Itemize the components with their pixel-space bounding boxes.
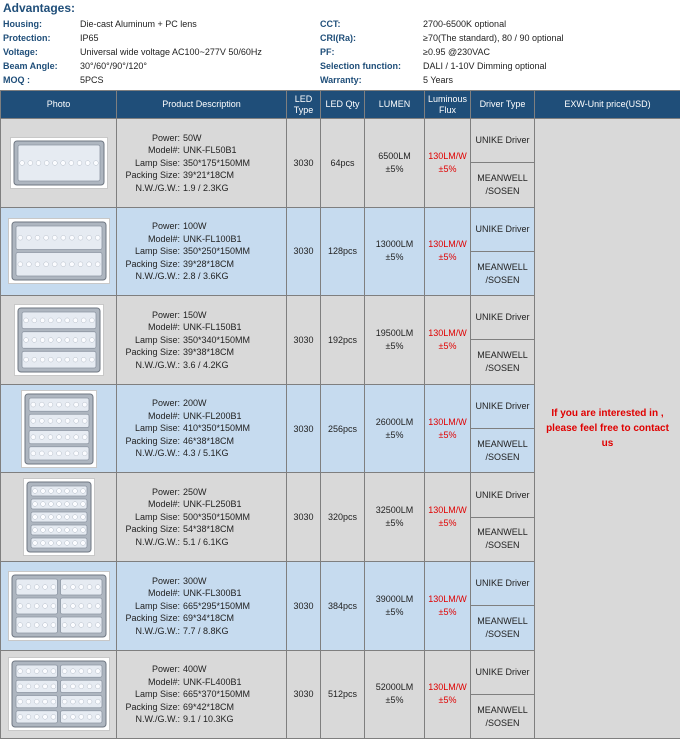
description-line [121, 410, 286, 423]
description-value: 200W [183, 397, 286, 410]
photo-cell [1, 384, 117, 473]
description-value: 39*38*18CM [183, 346, 286, 359]
lumen-cell [365, 561, 425, 650]
description-line [121, 587, 286, 600]
description-label: Model#: [121, 233, 183, 246]
price-note: If you are interested in , please feel free to contact us [535, 119, 680, 739]
spec-row [3, 31, 680, 45]
description-value: UNK-FL150B1 [183, 321, 286, 334]
spec-row [3, 59, 680, 73]
description-label: Power: [121, 132, 183, 145]
description-line [121, 169, 286, 182]
description-label: Model#: [121, 587, 183, 600]
lumen-cell [365, 207, 425, 296]
driver-cell [471, 296, 535, 385]
lumen-cell [365, 296, 425, 385]
spec-label: CCT: [320, 17, 341, 31]
lumen-tolerance: ±5% [365, 340, 424, 353]
description-value: 7.7 / 8.8KG [183, 625, 286, 638]
driver-cell [471, 473, 535, 562]
led-qty-cell: 64pcs [321, 119, 365, 208]
description-value: 500*350*150MM [183, 511, 286, 524]
spec-value: ≥70(The standard), 80 / 90 optional [423, 31, 564, 45]
description-line [121, 575, 286, 588]
flux-cell [425, 384, 471, 473]
led-type-cell: 3030 [287, 207, 321, 296]
description-value: 150W [183, 309, 286, 322]
flux-value: 130LM/W [425, 150, 470, 163]
description-label: Lamp Sise: [121, 688, 183, 701]
description-line [121, 713, 286, 726]
led-qty-cell: 320pcs [321, 473, 365, 562]
description-value: UNK-FL400B1 [183, 676, 286, 689]
description-line [121, 144, 286, 157]
driver-option: MEANWELL /SOSEN [471, 339, 534, 383]
description-value: 410*350*150MM [183, 422, 286, 435]
description-line [121, 435, 286, 448]
description-label: Power: [121, 397, 183, 410]
description-label: Power: [121, 220, 183, 233]
lumen-tolerance: ±5% [365, 517, 424, 530]
lumen-value: 19500LM [365, 327, 424, 340]
flux-cell [425, 119, 471, 208]
description-label: Lamp Sise: [121, 157, 183, 170]
flux-cell [425, 207, 471, 296]
led-type-cell: 3030 [287, 384, 321, 473]
description-cell [117, 473, 287, 562]
lumen-tolerance: ±5% [365, 251, 424, 264]
description-value: 9.1 / 10.3KG [183, 713, 286, 726]
description-value: 2.8 / 3.6KG [183, 270, 286, 283]
led-qty-cell: 384pcs [321, 561, 365, 650]
description-line [121, 600, 286, 613]
description-value: 350*250*150MM [183, 245, 286, 258]
description-label: N.W./G.W.: [121, 359, 183, 372]
header-luminous-flux: Luminous Flux [425, 91, 471, 119]
product-photo [8, 218, 110, 284]
description-line [121, 447, 286, 460]
description-label: Model#: [121, 498, 183, 511]
description-value: 69*34*18CM [183, 612, 286, 625]
photo-cell [1, 650, 117, 739]
driver-cell [471, 561, 535, 650]
description-label: N.W./G.W.: [121, 182, 183, 195]
led-type-cell: 3030 [287, 650, 321, 739]
description-line [121, 233, 286, 246]
led-qty-cell: 192pcs [321, 296, 365, 385]
description-line [121, 334, 286, 347]
driver-cell [471, 650, 535, 739]
driver-cell [471, 384, 535, 473]
spec-list [3, 17, 680, 87]
driver-option: MEANWELL /SOSEN [471, 251, 534, 295]
flux-cell [425, 296, 471, 385]
description-line [121, 245, 286, 258]
description-value: 300W [183, 575, 286, 588]
spec-value: 30°/60°/90°/120° [80, 59, 147, 73]
photo-cell [1, 561, 117, 650]
description-label: Model#: [121, 144, 183, 157]
lumen-cell [365, 650, 425, 739]
spec-value: 5PCS [80, 73, 104, 87]
description-label: Power: [121, 486, 183, 499]
lumen-value: 6500LM [365, 150, 424, 163]
header-driver-type: Driver Type [471, 91, 535, 119]
flux-cell [425, 650, 471, 739]
description-value: 39*28*18CM [183, 258, 286, 271]
page-title: Advantages: [3, 1, 75, 15]
spec-value: 2700-6500K optional [423, 17, 506, 31]
description-label: Power: [121, 309, 183, 322]
driver-cell [471, 119, 535, 208]
driver-option: MEANWELL /SOSEN [471, 605, 534, 649]
photo-cell [1, 119, 117, 208]
description-line [121, 688, 286, 701]
driver-option: UNIKE Driver [471, 119, 534, 162]
description-line [121, 422, 286, 435]
spec-label: MOQ : [3, 73, 30, 87]
description-cell [117, 650, 287, 739]
driver-option: UNIKE Driver [471, 651, 534, 694]
driver-option: MEANWELL /SOSEN [471, 694, 534, 738]
description-line [121, 157, 286, 170]
description-line [121, 258, 286, 271]
spec-label: Warranty: [320, 73, 362, 87]
header-led-type: LED Type [287, 91, 321, 119]
description-label: N.W./G.W.: [121, 447, 183, 460]
description-value: UNK-FL200B1 [183, 410, 286, 423]
spec-value: Die-cast Aluminum + PC lens [80, 17, 197, 31]
description-label: Packing Size: [121, 346, 183, 359]
flux-value: 130LM/W [425, 416, 470, 429]
lumen-value: 26000LM [365, 416, 424, 429]
spec-row [3, 17, 680, 31]
description-value: 50W [183, 132, 286, 145]
driver-option: UNIKE Driver [471, 385, 534, 428]
description-value: 3.6 / 4.2KG [183, 359, 286, 372]
description-label: N.W./G.W.: [121, 536, 183, 549]
lumen-cell [365, 384, 425, 473]
description-line [121, 321, 286, 334]
description-line [121, 270, 286, 283]
description-line [121, 309, 286, 322]
lumen-value: 39000LM [365, 593, 424, 606]
description-value: UNK-FL100B1 [183, 233, 286, 246]
driver-option: MEANWELL /SOSEN [471, 517, 534, 561]
description-cell [117, 119, 287, 208]
flux-cell [425, 561, 471, 650]
description-value: 350*340*150MM [183, 334, 286, 347]
lumen-tolerance: ±5% [365, 163, 424, 176]
flux-value: 130LM/W [425, 327, 470, 340]
lumen-tolerance: ±5% [365, 694, 424, 707]
header-led-qty: LED Qty [321, 91, 365, 119]
spec-value: Universal wide voltage AC100~277V 50/60Hz [80, 45, 262, 59]
spec-value: DALI / 1-10V Dimming optional [423, 59, 547, 73]
spec-row [3, 45, 680, 59]
lumen-cell [365, 473, 425, 562]
description-value: 54*38*18CM [183, 523, 286, 536]
flux-tolerance: ±5% [425, 340, 470, 353]
driver-cell [471, 207, 535, 296]
spec-label: Selection function: [320, 59, 401, 73]
description-cell [117, 561, 287, 650]
description-line [121, 536, 286, 549]
description-value: 39*21*18CM [183, 169, 286, 182]
driver-option: UNIKE Driver [471, 562, 534, 605]
description-label: Model#: [121, 410, 183, 423]
description-label: N.W./G.W.: [121, 270, 183, 283]
header-description: Product Description [117, 91, 287, 119]
product-table [0, 90, 680, 739]
description-label: Lamp Sise: [121, 422, 183, 435]
driver-option: UNIKE Driver [471, 296, 534, 339]
description-line [121, 397, 286, 410]
description-label: Packing Size: [121, 701, 183, 714]
driver-option: UNIKE Driver [471, 473, 534, 516]
driver-option: UNIKE Driver [471, 208, 534, 251]
photo-cell [1, 296, 117, 385]
led-qty-cell: 256pcs [321, 384, 365, 473]
lumen-tolerance: ±5% [365, 429, 424, 442]
flux-tolerance: ±5% [425, 429, 470, 442]
description-line [121, 612, 286, 625]
product-photo [8, 657, 110, 731]
product-photo [21, 390, 97, 468]
description-value: 400W [183, 663, 286, 676]
description-value: 350*175*150MM [183, 157, 286, 170]
description-value: 665*295*150MM [183, 600, 286, 613]
spec-label: PF: [320, 45, 335, 59]
description-label: Packing Size: [121, 435, 183, 448]
description-cell [117, 207, 287, 296]
spec-label: Protection: [3, 31, 51, 45]
flux-value: 130LM/W [425, 238, 470, 251]
flux-tolerance: ±5% [425, 694, 470, 707]
header-price: EXW-Unit price(USD) [535, 91, 680, 119]
led-qty-cell: 512pcs [321, 650, 365, 739]
spec-label: CRI(Ra): [320, 31, 356, 45]
description-line [121, 220, 286, 233]
description-value: 4.3 / 5.1KG [183, 447, 286, 460]
spec-label: Housing: [3, 17, 42, 31]
product-photo [8, 571, 110, 641]
product-photo [14, 304, 104, 376]
led-qty-cell: 128pcs [321, 207, 365, 296]
led-type-cell: 3030 [287, 119, 321, 208]
description-value: 665*370*150MM [183, 688, 286, 701]
description-value: UNK-FL300B1 [183, 587, 286, 600]
description-line [121, 182, 286, 195]
description-label: Power: [121, 663, 183, 676]
description-label: N.W./G.W.: [121, 713, 183, 726]
description-label: Lamp Sise: [121, 511, 183, 524]
description-label: Lamp Sise: [121, 600, 183, 613]
led-type-cell: 3030 [287, 561, 321, 650]
description-line [121, 676, 286, 689]
description-line [121, 359, 286, 372]
table-header-row [1, 91, 680, 119]
spec-value: IP65 [80, 31, 99, 45]
spec-label: Voltage: [3, 45, 38, 59]
flux-tolerance: ±5% [425, 251, 470, 264]
description-value: 250W [183, 486, 286, 499]
spec-value: ≥0.95 @230VAC [423, 45, 490, 59]
description-value: 100W [183, 220, 286, 233]
header-lumen: LUMEN [365, 91, 425, 119]
description-cell [117, 296, 287, 385]
spec-row [3, 73, 680, 87]
description-line [121, 498, 286, 511]
description-cell [117, 384, 287, 473]
spec-value: 5 Years [423, 73, 453, 87]
flux-value: 130LM/W [425, 681, 470, 694]
lumen-value: 13000LM [365, 238, 424, 251]
description-label: N.W./G.W.: [121, 625, 183, 638]
photo-cell [1, 473, 117, 562]
led-type-cell: 3030 [287, 296, 321, 385]
photo-cell [1, 207, 117, 296]
lumen-tolerance: ±5% [365, 606, 424, 619]
description-line [121, 523, 286, 536]
description-label: Power: [121, 575, 183, 588]
description-value: 69*42*18CM [183, 701, 286, 714]
flux-value: 130LM/W [425, 593, 470, 606]
description-line [121, 486, 286, 499]
description-label: Packing Size: [121, 612, 183, 625]
description-label: Packing Size: [121, 523, 183, 536]
description-line [121, 132, 286, 145]
description-line [121, 625, 286, 638]
description-line [121, 701, 286, 714]
description-value: UNK-FL50B1 [183, 144, 286, 157]
lumen-value: 32500LM [365, 504, 424, 517]
product-photo [10, 137, 108, 189]
description-label: Packing Size: [121, 169, 183, 182]
spec-label: Beam Angle: [3, 59, 58, 73]
lumen-value: 52000LM [365, 681, 424, 694]
flux-value: 130LM/W [425, 504, 470, 517]
header-photo: Photo [1, 91, 117, 119]
description-value: UNK-FL250B1 [183, 498, 286, 511]
flux-tolerance: ±5% [425, 517, 470, 530]
table-row [1, 119, 680, 208]
description-label: Model#: [121, 321, 183, 334]
lumen-cell [365, 119, 425, 208]
description-label: Model#: [121, 676, 183, 689]
flux-tolerance: ±5% [425, 163, 470, 176]
flux-tolerance: ±5% [425, 606, 470, 619]
led-type-cell: 3030 [287, 473, 321, 562]
description-value: 5.1 / 6.1KG [183, 536, 286, 549]
flux-cell [425, 473, 471, 562]
description-label: Lamp Sise: [121, 245, 183, 258]
product-photo [23, 478, 95, 556]
description-label: Packing Size: [121, 258, 183, 271]
description-label: Lamp Sise: [121, 334, 183, 347]
driver-option: MEANWELL /SOSEN [471, 428, 534, 472]
description-line [121, 511, 286, 524]
description-value: 1.9 / 2.3KG [183, 182, 286, 195]
driver-option: MEANWELL /SOSEN [471, 162, 534, 206]
description-value: 46*38*18CM [183, 435, 286, 448]
description-line [121, 346, 286, 359]
description-line [121, 663, 286, 676]
